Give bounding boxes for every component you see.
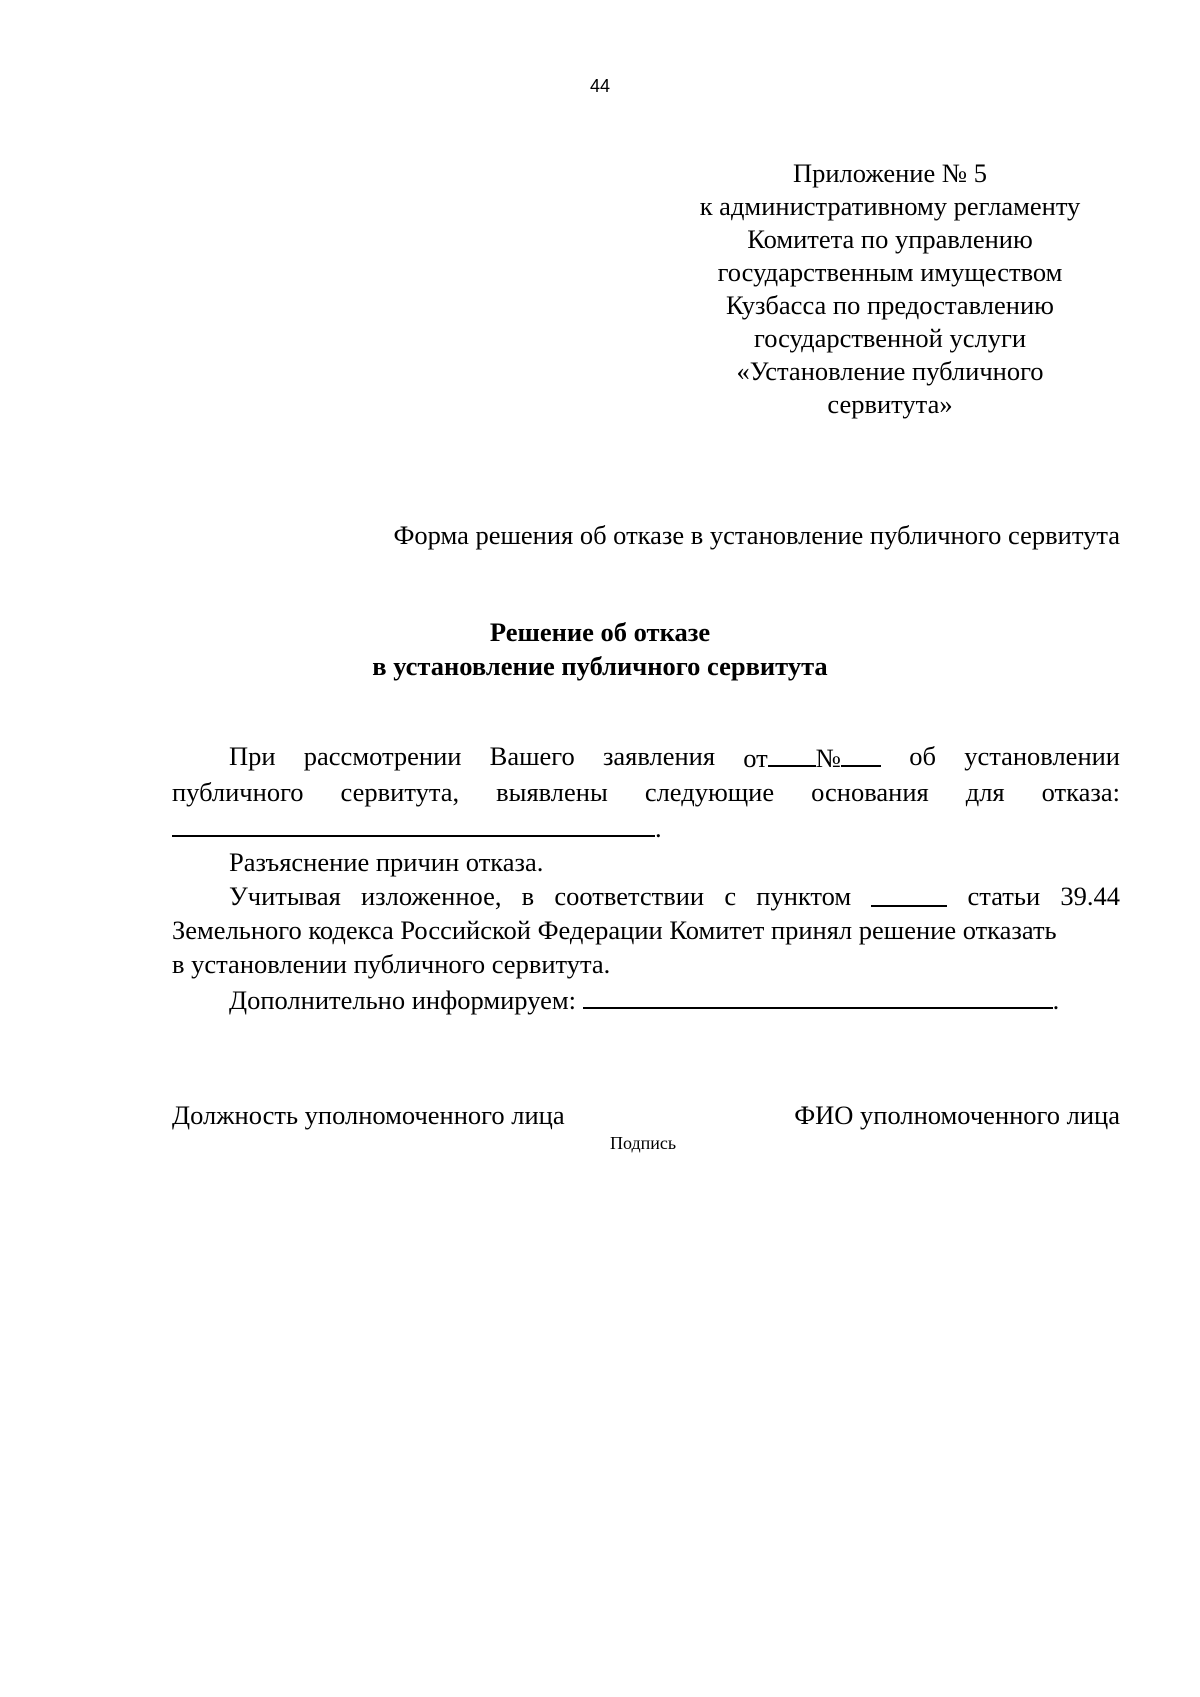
paragraph-1-line-2 (172, 775, 1120, 809)
word: сервитута, (340, 777, 460, 807)
clause-number-blank (871, 879, 947, 907)
word: с (724, 881, 737, 911)
word: рассмотрении (303, 741, 462, 771)
word: соответствии (554, 881, 705, 911)
word: об (909, 741, 936, 771)
appendix-line: сервитута» (827, 389, 953, 419)
page-number: 44 (589, 76, 611, 96)
from-label: от (743, 743, 768, 773)
appendix-line: к административному регламенту (699, 191, 1081, 221)
word: 39.44 (1060, 881, 1120, 911)
paragraph-4 (172, 981, 1120, 1017)
word: следующие (644, 777, 775, 807)
heading-line-1: Решение об отказе (489, 617, 711, 647)
application-number-blank (841, 739, 881, 767)
decision-heading (0, 615, 1200, 683)
paragraph-3-line-1 (172, 879, 1120, 913)
paragraph-1-line-3 (172, 809, 1120, 845)
word: При (229, 741, 276, 771)
word: основания (811, 777, 929, 807)
appendix-block (660, 157, 1120, 421)
number-sign: № (815, 743, 842, 773)
appendix-line: «Установление публичного (736, 356, 1044, 386)
word: пунктом (756, 881, 852, 911)
word: изложенное, (360, 881, 502, 911)
appendix-line: Комитета по управлению (747, 224, 1033, 254)
appendix-line: государственной услуги (753, 323, 1027, 353)
appendix-line: Кузбасса по предоставлению (726, 290, 1054, 320)
word: отказа: (1041, 777, 1120, 807)
appendix-line: Приложение № 5 (792, 158, 987, 188)
paragraph-2: Разъяснение причин отказа. (229, 847, 544, 877)
period: . (1052, 985, 1060, 1015)
application-date-blank (768, 739, 816, 767)
official-name-label: ФИО уполномоченного лица (794, 1100, 1120, 1130)
refusal-grounds-blank (172, 809, 655, 837)
paragraph-3-line-3: в установлении публичного сервитута. (172, 949, 611, 979)
word: установлении (964, 741, 1120, 771)
word: в (521, 881, 535, 911)
date-number-field (743, 739, 881, 775)
word: статьи (967, 881, 1041, 911)
word: Вашего (489, 741, 575, 771)
additional-info-blank (583, 981, 1053, 1009)
heading-line-2: в установление публичного сервитута (372, 651, 828, 681)
paragraph-3-line-2: Земельного кодекса Российской Федерации Комитет принял решение отказать (172, 915, 1057, 945)
paragraph-1-line-1 (172, 739, 1120, 775)
word: для (965, 777, 1005, 807)
decision-body (172, 739, 1120, 1017)
official-position-label: Должность уполномоченного лица (172, 1100, 565, 1130)
signature-caption: Подпись (610, 1133, 677, 1153)
word: публичного (172, 777, 304, 807)
appendix-line: государственным имуществом (717, 257, 1063, 287)
period: . (655, 813, 662, 843)
form-title: Форма решения об отказе в установление публичного сервитута (393, 520, 1120, 550)
additional-info-label: Дополнительно информируем: (229, 985, 576, 1015)
word: заявления (602, 741, 716, 771)
word: Учитывая (229, 881, 341, 911)
word: выявлены (496, 777, 608, 807)
